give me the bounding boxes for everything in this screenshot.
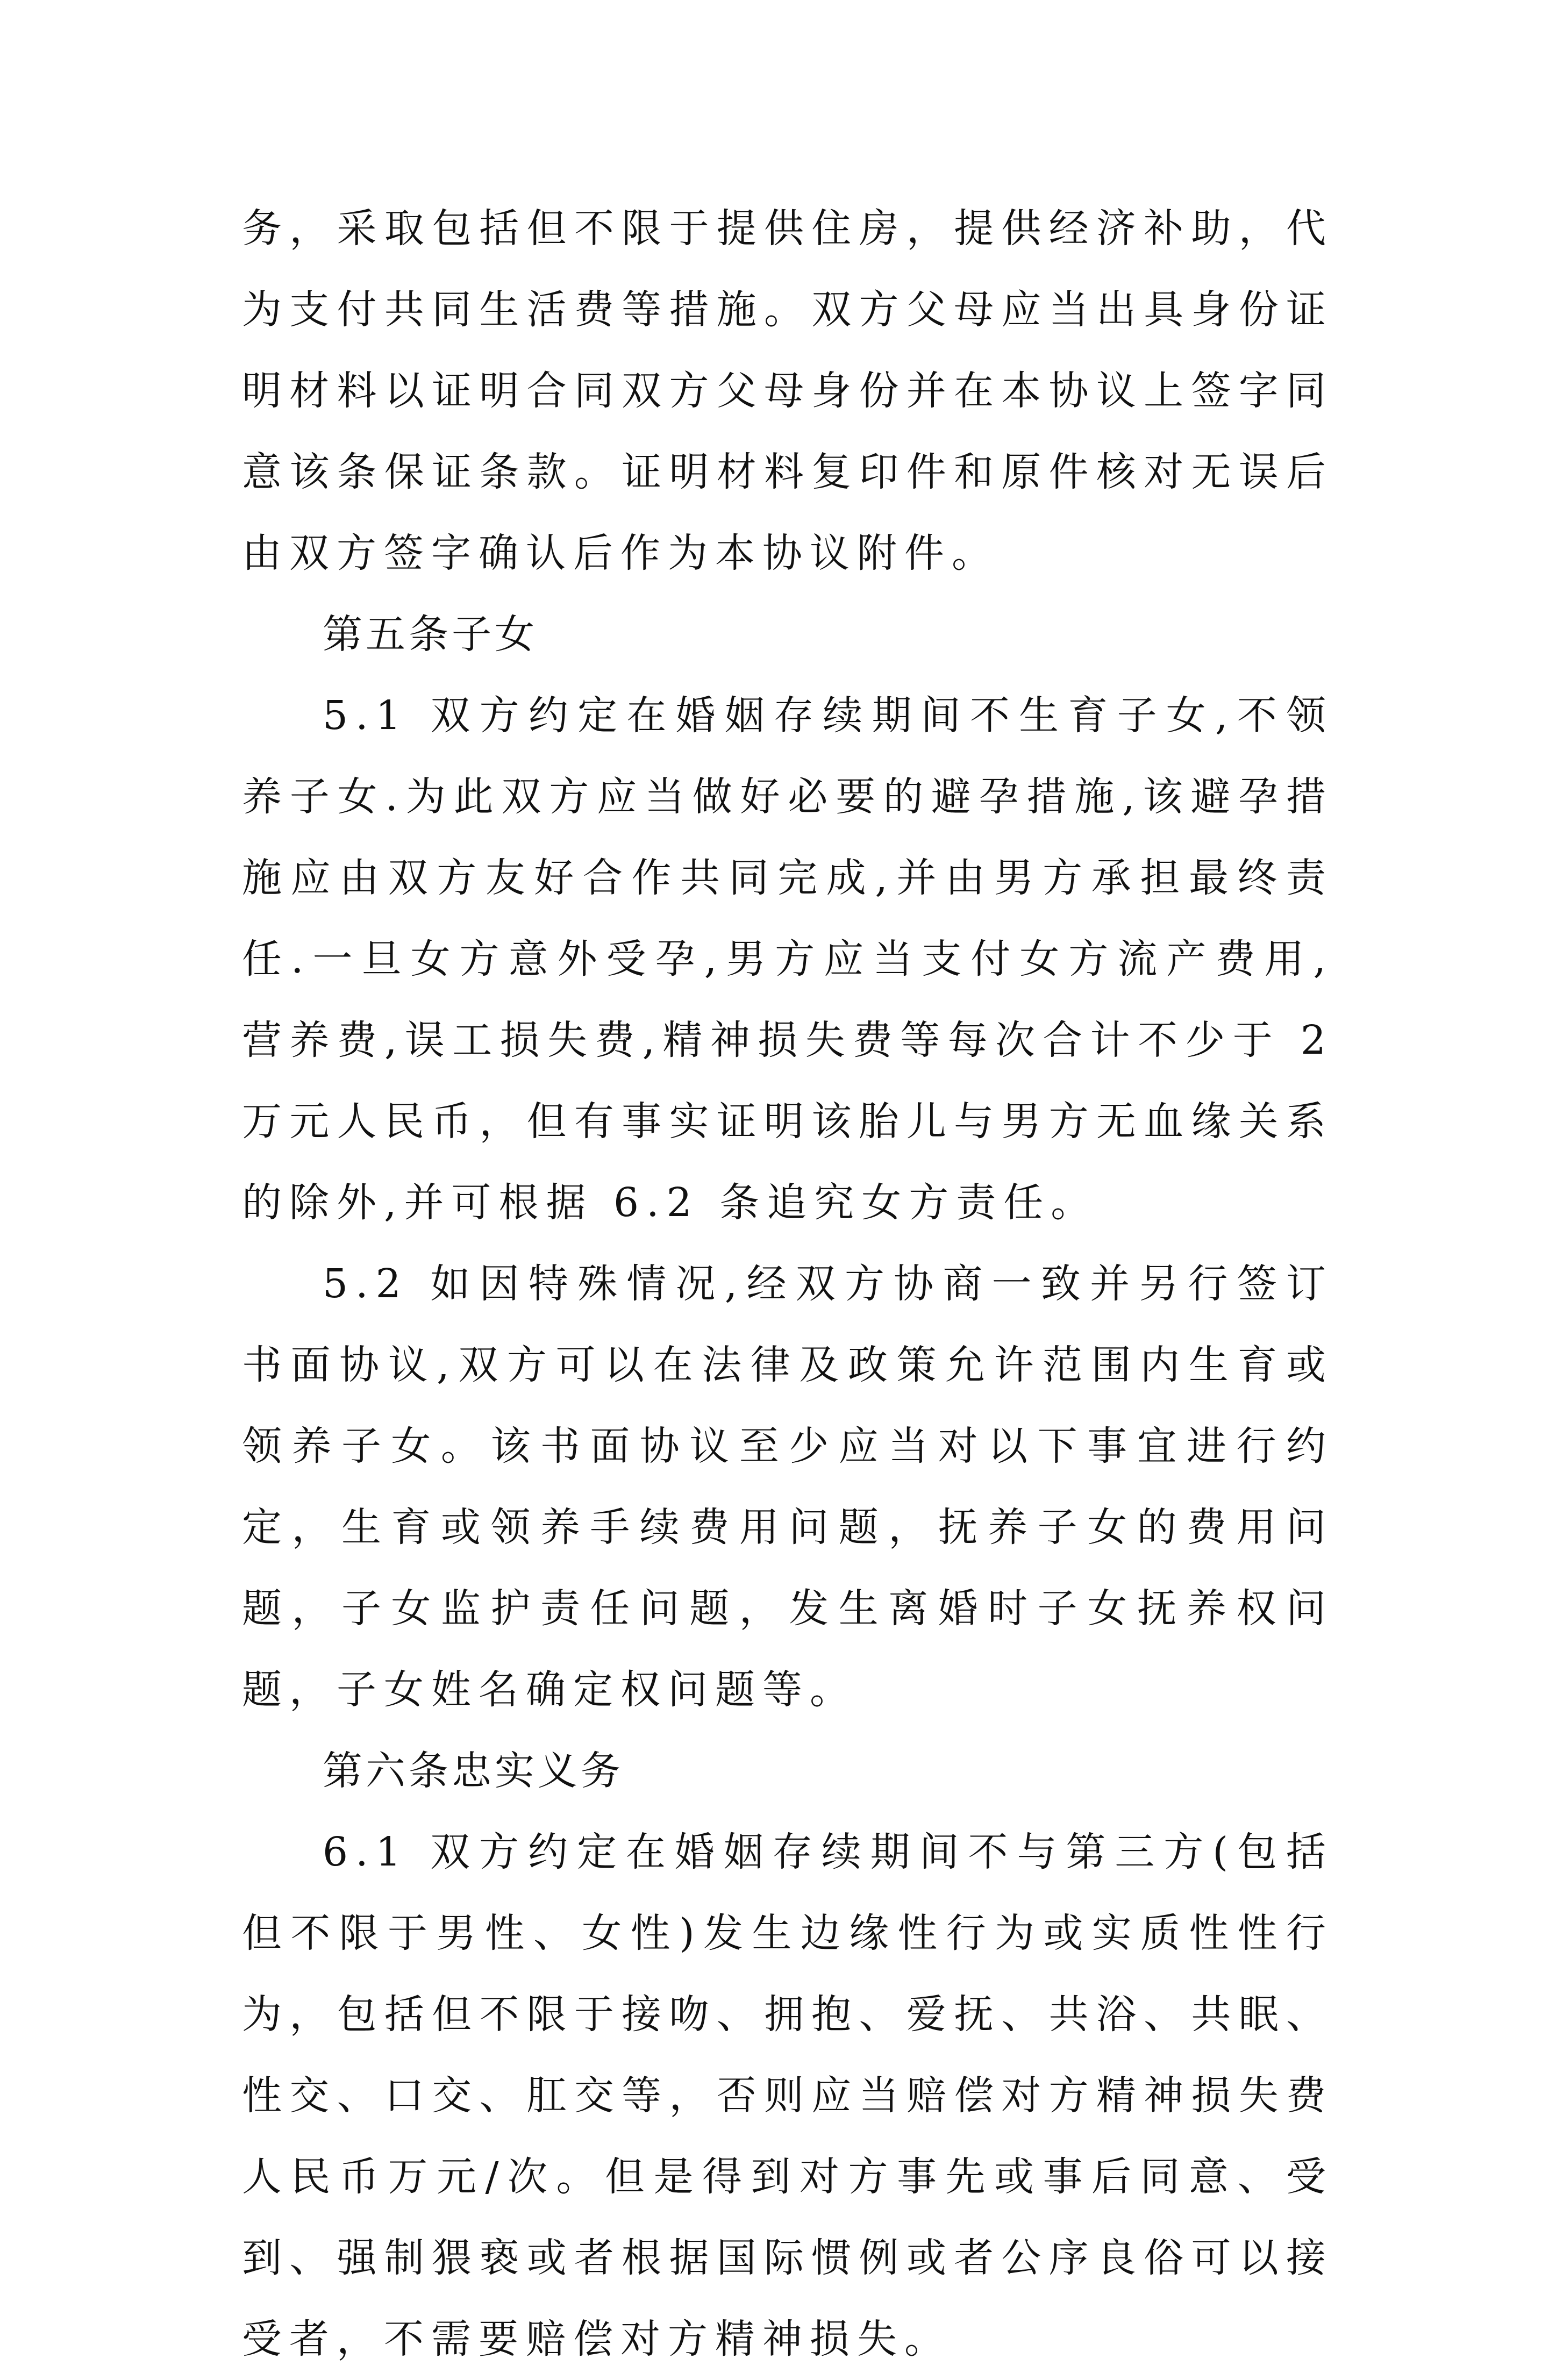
paragraph-continuation: 务，采取包括但不限于提供住房，提供经济补助，代为支付共同生活费等措施。双方父母应当出具身份证明材料以证明合同双方父母身份并在本协议上签字同意该条保证条款。证明材料复印件和原件核对无误后由双方签字确认后作为本协议附件。 — [242, 205, 1333, 576]
article-5-heading: 第五条子女 — [323, 611, 538, 657]
clause-6-1: 6.1 双方约定在婚姻存续期间不与第三方(包括但不限于男性、女性)发生边缘性行为或实质性性行为，包括但不限于接吻、拥抱、爱抚、共浴、共眠、性交、口交、肛交等，否则应当赔偿对方精神损失费人民币万元/次。但是得到对方事先或事后同意、受到、强制猥亵或者根据国际惯例或者公序良俗可以接受者，不需要赔偿对方精神损失。 — [242, 1829, 1333, 2362]
clause-5-2: 5.2 如因特殊情况,经双方协商一致并另行签订书面协议,双方可以在法律及政策允许范围内生育或领养子女。该书面协议至少应当对以下事宜进行约定，生育或领养手续费用问题，抚养子女的费用问题，子女监护责任问题，发生离婚时子女抚养权问题，子女姓名确定权问题等。 — [242, 1261, 1333, 1713]
clause-5-1: 5.1 双方约定在婚姻存续期间不生育子女,不领养子女.为此双方应当做好必要的避孕措施,该避孕措施应由双方友好合作共同完成,并由男方承担最终责任.一旦女方意外受孕,男方应当支付女方流产费用,营养费,误工损失费,精神损失费等每次合计不少于 2 万元人民币，但有事实证明该胎儿与男方无血缘关系的除外,并可根据 6.2 条追究女方责任。 — [242, 692, 1333, 1226]
document-page — [242, 188, 1333, 2380]
article-6-heading: 第六条忠实义务 — [323, 1748, 624, 1794]
